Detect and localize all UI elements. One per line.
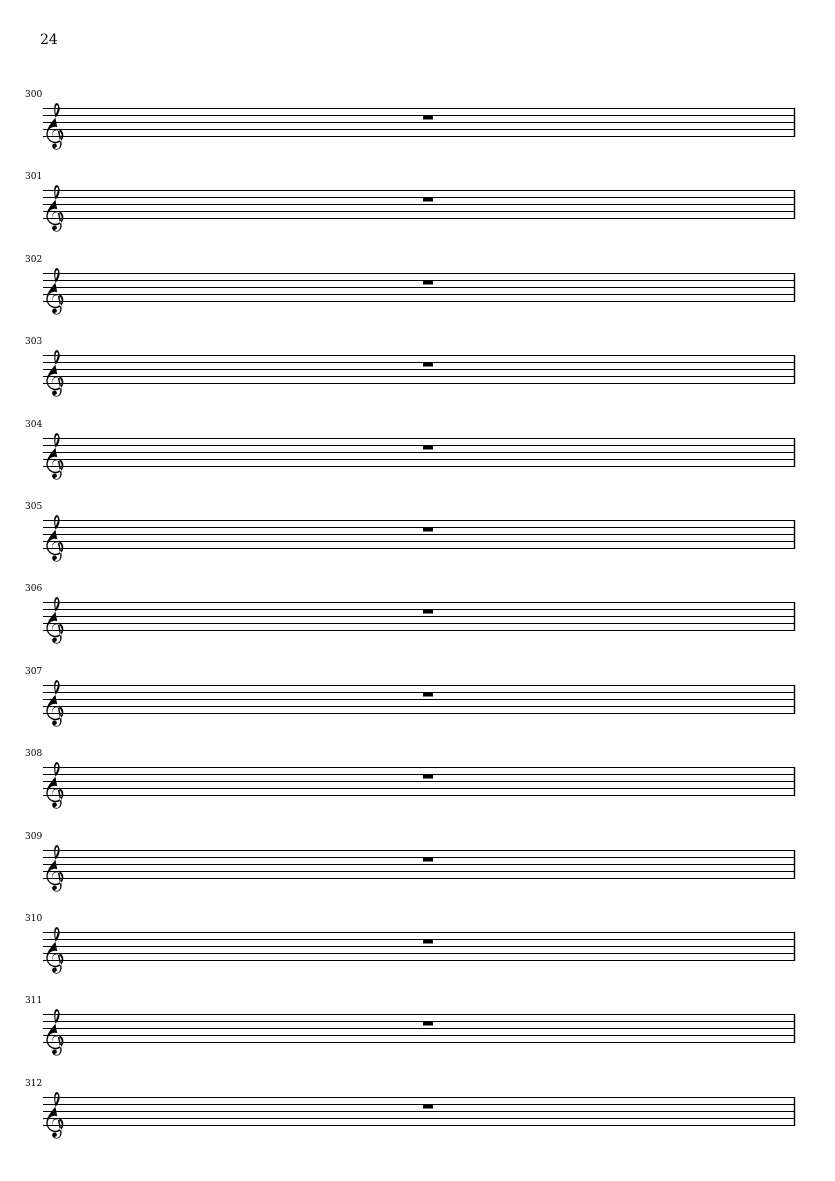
whole-rest-icon <box>423 610 433 614</box>
measure-number: 309 <box>25 832 43 842</box>
staff <box>0 502 835 584</box>
measure-number: 304 <box>25 420 43 430</box>
staff <box>0 255 835 337</box>
staff-system <box>0 832 835 914</box>
staff-system <box>0 996 835 1078</box>
staff <box>0 667 835 749</box>
staff-system <box>0 420 835 502</box>
treble-clef-icon <box>46 350 63 397</box>
staff <box>0 1079 835 1161</box>
whole-rest-icon <box>423 528 433 532</box>
staff <box>0 337 835 419</box>
measure-number: 302 <box>25 255 43 265</box>
whole-rest-icon <box>423 363 433 367</box>
staff-system <box>0 667 835 749</box>
whole-rest-icon <box>423 198 433 202</box>
staff-system <box>0 172 835 254</box>
treble-clef-icon <box>46 680 63 727</box>
staff <box>0 90 835 172</box>
whole-rest-icon <box>423 775 433 779</box>
whole-rest-icon <box>423 116 433 120</box>
staff-system <box>0 749 835 831</box>
whole-rest-icon <box>423 940 433 944</box>
treble-clef-icon <box>46 185 63 232</box>
measure-number: 303 <box>25 337 43 347</box>
staff <box>0 832 835 914</box>
measure-number: 308 <box>25 749 43 759</box>
measure-number: 300 <box>25 90 43 100</box>
staff <box>0 584 835 666</box>
treble-clef-icon <box>46 1092 63 1139</box>
staff <box>0 172 835 254</box>
treble-clef-icon <box>46 515 63 562</box>
measure-number: 306 <box>25 584 43 594</box>
measure-number: 301 <box>25 172 43 182</box>
treble-clef-icon <box>46 433 63 480</box>
treble-clef-icon <box>46 762 63 809</box>
staff-system <box>0 337 835 419</box>
staff-system <box>0 502 835 584</box>
page-number: 24 <box>40 32 58 48</box>
staff <box>0 420 835 502</box>
treble-clef-icon <box>46 1009 63 1056</box>
whole-rest-icon <box>423 281 433 285</box>
measure-number: 312 <box>25 1079 43 1089</box>
staff-system <box>0 1079 835 1161</box>
measure-number: 305 <box>25 502 43 512</box>
whole-rest-icon <box>423 858 433 862</box>
whole-rest-icon <box>423 693 433 697</box>
staff-system <box>0 914 835 996</box>
staff <box>0 749 835 831</box>
staff-system <box>0 584 835 666</box>
treble-clef-icon <box>46 845 63 892</box>
treble-clef-icon <box>46 103 63 150</box>
measure-number: 307 <box>25 667 43 677</box>
treble-clef-icon <box>46 597 63 644</box>
whole-rest-icon <box>423 1105 433 1109</box>
staff <box>0 914 835 996</box>
treble-clef-icon <box>46 927 63 974</box>
staff-system <box>0 255 835 337</box>
staff-system <box>0 90 835 172</box>
whole-rest-icon <box>423 1022 433 1026</box>
measure-number: 310 <box>25 914 43 924</box>
staff <box>0 996 835 1078</box>
treble-clef-icon <box>46 268 63 315</box>
measure-number: 311 <box>25 996 43 1006</box>
whole-rest-icon <box>423 446 433 450</box>
